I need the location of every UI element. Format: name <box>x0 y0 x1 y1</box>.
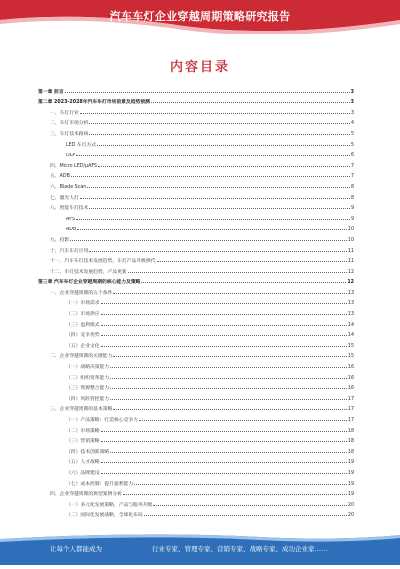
toc-entry[interactable] <box>38 95 354 106</box>
toc-dot-leader <box>70 240 347 241</box>
toc-dot-leader <box>153 505 347 506</box>
toc-entry-page: 9 <box>350 216 354 222</box>
toc-entry[interactable] <box>38 412 354 423</box>
toc-dot-leader <box>134 484 347 485</box>
toc-entry[interactable] <box>38 434 354 445</box>
toc-entry-page: 12 <box>347 280 354 286</box>
toc-dot-leader <box>101 303 347 304</box>
toc-entry[interactable] <box>38 285 354 296</box>
toc-entry-label: 第一章 前言 <box>38 89 64 95</box>
toc-dot-leader <box>89 208 350 209</box>
toc-entry-page: 4 <box>350 121 354 127</box>
toc-entry[interactable] <box>38 275 354 286</box>
toc-entry-page: 3 <box>350 100 354 106</box>
toc-entry-label: （三）营销策略 <box>66 439 100 445</box>
footer-slogan-right: 行业专家、管理专家、营销专家、战略专家、成功企业家…… <box>152 545 328 553</box>
toc-dot-leader <box>77 229 347 230</box>
toc-entry[interactable] <box>38 306 354 317</box>
toc-entry-label: 二、企业穿越周期的关键能力 <box>50 354 113 360</box>
toc-entry-page: 19 <box>347 481 354 487</box>
toc-dot-leader <box>144 515 347 516</box>
toc-entry-label: （一）市场需求 <box>66 301 100 307</box>
toc-dot-leader <box>89 123 350 124</box>
toc-dot-leader <box>80 198 350 199</box>
toc-dot-leader <box>139 420 347 421</box>
toc-entry-label: 二、车灯市场分析 <box>50 121 89 127</box>
toc-entry[interactable] <box>38 455 354 466</box>
toc-entry[interactable] <box>38 158 354 169</box>
toc-entry-page: 16 <box>347 375 354 381</box>
toc-dot-leader <box>110 399 347 400</box>
toc-entry-label: 一、车灯行业 <box>50 110 79 116</box>
toc-entry-page: 13 <box>347 290 354 296</box>
toc-entry-label: 四、Micro LED/μAFS <box>50 163 98 169</box>
toc-dot-leader <box>110 378 347 379</box>
toc-entry-label: （五）企业文化 <box>66 343 100 349</box>
toc-entry-label: （七）成本控制：提升盈利能力 <box>66 481 134 487</box>
toc-entry-label: （一）多元化发展策略，产品与服务升级 <box>66 502 153 508</box>
toc-entry-label: 九、投影 <box>50 237 70 243</box>
toc-entry-page: 19 <box>347 492 354 498</box>
toc-entry-label: （三）资源整合能力 <box>66 386 110 392</box>
toc-entry-page: 11 <box>347 248 354 254</box>
toc-dot-leader <box>101 335 347 336</box>
toc-entry-page: 17 <box>347 418 354 423</box>
toc-entry-label: （二）组织变革能力 <box>66 375 110 381</box>
toc-entry-page: 7 <box>350 174 354 180</box>
toc-entry[interactable] <box>38 211 354 222</box>
toc-heading: 内容目录 <box>169 60 230 75</box>
toc-dot-leader <box>97 145 350 146</box>
toc-entry[interactable] <box>38 179 354 190</box>
table-of-contents <box>38 84 354 518</box>
toc-entry-page: 17 <box>347 407 354 413</box>
toc-entry[interactable] <box>38 232 354 243</box>
toc-dot-leader <box>123 494 347 495</box>
toc-entry-page: 19 <box>347 470 354 476</box>
toc-dot-leader <box>151 102 350 103</box>
toc-dot-leader <box>110 388 347 389</box>
toc-entry-label: 一、企业穿越周期的五个条件 <box>50 290 113 296</box>
toc-dot-leader <box>101 441 347 442</box>
toc-entry-label: （四）风险管控能力 <box>66 396 110 402</box>
toc-entry-page: 15 <box>347 354 354 360</box>
toc-dot-leader <box>76 155 350 156</box>
toc-dot-leader <box>87 187 350 188</box>
toc-entry-page: 20 <box>347 502 354 508</box>
toc-entry-page: 14 <box>347 322 354 328</box>
toc-entry[interactable] <box>38 264 354 275</box>
toc-dot-leader <box>89 134 350 135</box>
toc-entry[interactable] <box>38 243 354 254</box>
toc-entry-page: 17 <box>347 396 354 402</box>
toc-entry[interactable] <box>38 497 354 508</box>
toc-entry-label: 六、Blade Scan <box>50 184 87 190</box>
toc-entry[interactable] <box>38 328 354 339</box>
toc-entry[interactable] <box>38 381 354 392</box>
toc-entry-label: 三、企业穿越周期的基本策略 <box>50 407 113 413</box>
toc-dot-leader <box>101 431 347 432</box>
toc-dot-leader <box>71 176 350 177</box>
toc-entry[interactable] <box>38 465 354 476</box>
toc-entry-label: 七、激光大灯 <box>50 195 79 201</box>
toc-entry-page: 12 <box>347 269 354 275</box>
report-title: 汽车车灯企业穿越周期策略研究报告 <box>109 10 291 23</box>
toc-entry-label: （二）市场供应 <box>66 312 100 318</box>
toc-entry[interactable] <box>38 201 354 212</box>
toc-entry[interactable] <box>38 296 354 307</box>
toc-entry-label: LED 车灯方式 <box>66 142 97 148</box>
toc-entry-label: （四）技术创新策略 <box>66 449 110 455</box>
toc-dot-leader <box>80 113 350 114</box>
toc-entry[interactable] <box>38 105 354 116</box>
page-footer <box>0 533 400 565</box>
toc-entry-page: 15 <box>347 343 354 349</box>
toc-entry-label: （五）人才战略 <box>66 460 100 466</box>
toc-entry-page: 7 <box>350 163 354 169</box>
toc-entry-page: 19 <box>347 460 354 466</box>
toc-entry-page: 3 <box>350 89 354 95</box>
toc-entry[interactable] <box>38 317 354 328</box>
toc-entry-label: 十一、汽车车灯技术发展趋势，车灯产品升级换代 <box>50 259 156 265</box>
toc-dot-leader <box>101 473 347 474</box>
toc-entry-label: 第二章 2023-2028年汽车车灯市场前景及趋势预测 <box>38 100 150 106</box>
toc-entry-label: 四、企业穿越周期的典型案例分析 <box>50 492 122 498</box>
toc-entry-page: 3 <box>350 110 354 116</box>
toc-entry[interactable] <box>38 349 354 360</box>
toc-dot-leader <box>101 346 347 347</box>
toc-dot-leader <box>89 251 347 252</box>
toc-entry-label: （三）盈利模式 <box>66 322 100 328</box>
toc-entry-page: 6 <box>350 153 354 159</box>
toc-entry[interactable] <box>38 370 354 381</box>
toc-entry[interactable] <box>38 84 354 95</box>
toc-entry-page: 11 <box>347 259 354 265</box>
toc-entry-page: 10 <box>347 237 354 243</box>
toc-entry-page: 5 <box>350 142 354 148</box>
toc-entry-page: 18 <box>347 428 354 434</box>
toc-entry-page: 13 <box>347 312 354 318</box>
toc-entry-label: （四）竞争优势 <box>66 333 100 339</box>
toc-entry-page: 10 <box>347 227 354 233</box>
toc-dot-leader <box>141 282 346 283</box>
toc-entry[interactable] <box>38 169 354 180</box>
toc-entry-label: 八、智能车灯技术 <box>50 206 89 212</box>
toc-dot-leader <box>98 166 350 167</box>
toc-entry-label: AFS <box>66 216 76 222</box>
toc-entry[interactable] <box>38 476 354 487</box>
toc-entry-page: 13 <box>347 301 354 307</box>
toc-entry[interactable] <box>38 254 354 265</box>
toc-entry-page: 9 <box>350 206 354 212</box>
toc-dot-leader <box>101 462 347 463</box>
toc-entry-label: 十二、车灯技术发展趋势，产品更新 <box>50 269 127 275</box>
toc-entry-page: 18 <box>347 439 354 445</box>
toc-dot-leader <box>101 314 347 315</box>
toc-entry[interactable] <box>38 137 354 148</box>
toc-entry-page: 18 <box>347 449 354 455</box>
toc-entry-label: 三、车灯技术路线 <box>50 131 89 137</box>
toc-dot-leader <box>76 219 350 220</box>
toc-entry[interactable] <box>38 116 354 127</box>
toc-dot-leader <box>101 325 347 326</box>
toc-entry[interactable] <box>38 391 354 402</box>
toc-entry-label: 五、ADB <box>50 174 70 180</box>
toc-entry-label: ADB <box>66 227 77 233</box>
page-header <box>0 0 400 34</box>
toc-dot-leader <box>113 409 347 410</box>
toc-dot-leader <box>110 452 347 453</box>
toc-entry-page: 16 <box>347 386 354 392</box>
toc-entry-label: （二）国际化发展战略，全球化布局 <box>66 513 143 519</box>
toc-entry-page: 8 <box>350 184 354 190</box>
toc-entry-label: （一）产品策略：打造核心竞争力 <box>66 418 138 423</box>
toc-entry-label: （二）市场策略 <box>66 428 100 434</box>
toc-dot-leader <box>65 92 350 93</box>
toc-entry-page: 20 <box>347 513 354 519</box>
toc-entry[interactable] <box>38 508 354 519</box>
toc-entry-page: 16 <box>347 365 354 371</box>
toc-dot-leader <box>110 367 347 368</box>
toc-entry[interactable] <box>38 126 354 137</box>
toc-dot-leader <box>157 261 347 262</box>
toc-entry-page: 14 <box>347 333 354 339</box>
toc-entry[interactable] <box>38 359 354 370</box>
toc-entry[interactable] <box>38 423 354 434</box>
toc-entry-page: 5 <box>350 131 354 137</box>
toc-entry-label: DLP <box>66 153 76 159</box>
toc-entry[interactable] <box>38 148 354 159</box>
toc-entry[interactable] <box>38 487 354 498</box>
toc-entry[interactable] <box>38 402 354 413</box>
toc-entry[interactable] <box>38 222 354 233</box>
toc-entry[interactable] <box>38 190 354 201</box>
toc-dot-leader <box>128 272 347 273</box>
toc-dot-leader <box>113 293 347 294</box>
footer-slogan-left: 让每个人都能成为 <box>50 545 102 553</box>
toc-entry-label: 第三章 汽车车灯企业穿越周期的核心能力及策略 <box>38 280 141 286</box>
toc-dot-leader <box>113 356 347 357</box>
toc-entry-label: 十、汽车车灯应用 <box>50 248 89 254</box>
toc-entry[interactable] <box>38 444 354 455</box>
toc-entry[interactable] <box>38 338 354 349</box>
toc-entry-label: （一）战略决策能力 <box>66 365 110 371</box>
toc-entry-page: 8 <box>350 195 354 201</box>
toc-entry-label: （六）品牌建设 <box>66 470 100 476</box>
